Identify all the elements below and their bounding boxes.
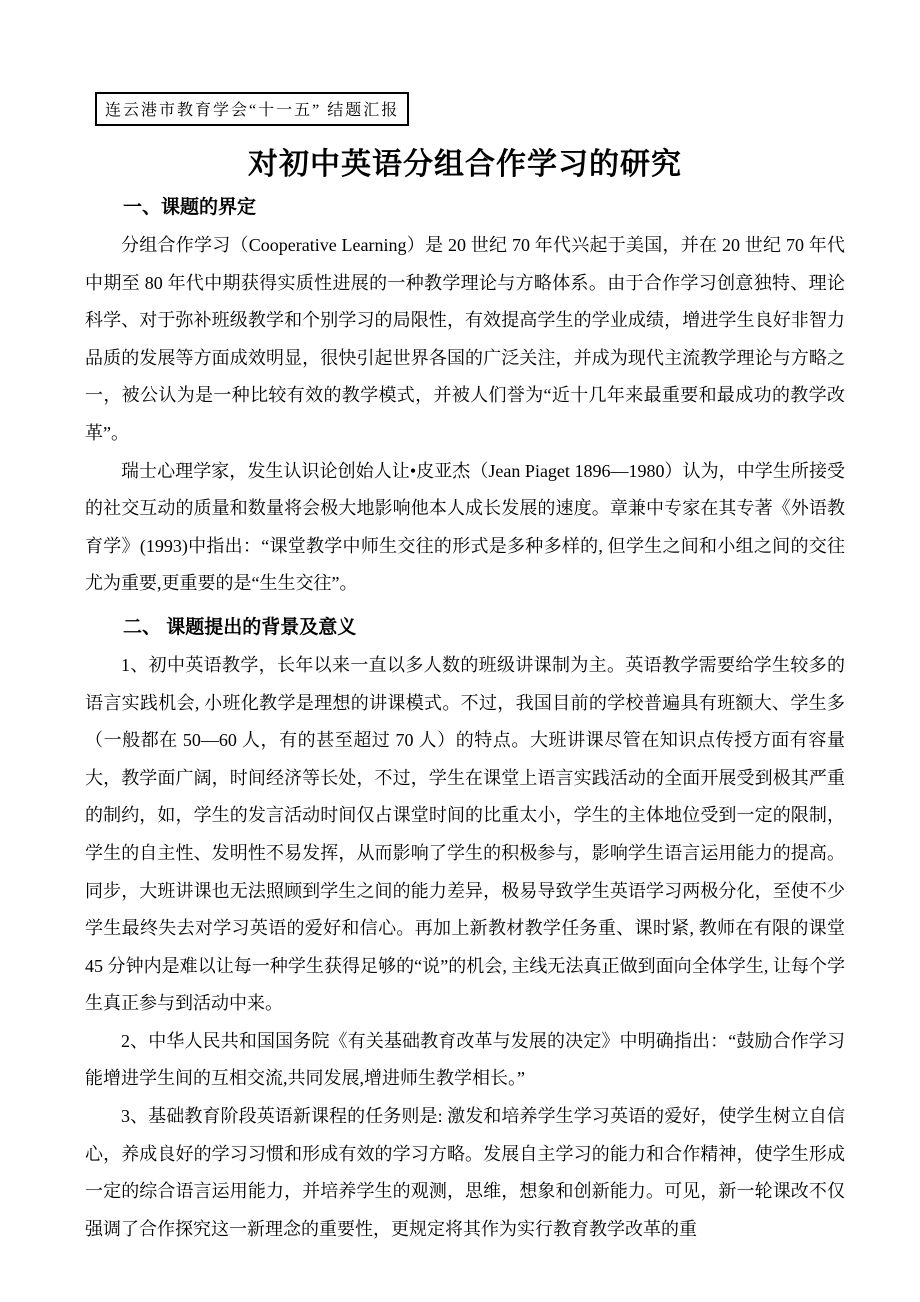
document-title: 对初中英语分组合作学习的研究: [248, 148, 682, 181]
header-badge-row: [95, 92, 845, 126]
header-badge: 连云港市教育学会“十一五” 结题汇报: [95, 92, 409, 126]
section2-paragraph-2: 2、中华人民共和国国务院《有关基础教育改革与发展的决定》中明确指出：“鼓励合作学习能增进学生间的互相交流,共同发展,增进师生教学相长。”: [85, 1030, 845, 1089]
section1-paragraph-2: 瑞士心理学家，发生认识论创始人让•皮亚杰（Jean Piaget 1896—1980）认为，中学生所接受的社交互动的质量和数量将会极大地影响他本人成长发展的速度。章兼中专家在其专著《外语教育学》(1993)中指出：“课堂教学中师生交往的形式是多种多样的, 但学生之间和小组之间的交往尤为重要,更重要的是“生生交往”。: [85, 460, 845, 594]
section-heading-1: 一、课题的界定: [123, 197, 257, 218]
section2-paragraph-3: 3、基础教育阶段英语新课程的任务则是: 激发和培养学生学习英语的爱好，使学生树立自信心，养成良好的学习习惯和形成有效的学习方略。发展自主学习的能力和合作精神，使学生形成一定的综合语言运用能力，并培养学生的观测，思维，想象和创新能力。可见，新一轮课改不仅强调了合作探究这一新理念的重要性，更规定将其作为实行教育教学改革的重: [85, 1106, 845, 1239]
section-heading-2: 二、 课题提出的背景及意义: [123, 616, 357, 638]
section2-paragraph-1: 1、初中英语教学，长年以来一直以多人数的班级讲课制为主。英语教学需要给学生较多的语言实践机会, 小班化教学是理想的讲课模式。不过，我国目前的学校普遍具有班额大、学生多（一般都在 50—60 人，有的甚至超过 70 人）的特点。大班讲课尽管在知识点传授方面有容量大，教学面广阔，时间经济等长处，不过，学生在课堂上语言实践活动的全面开展受到极其严重的制约，如，学生的发言活动时间仅占课堂时间的比重太小，学生的主体地位受到一定的限制，学生的自主性、发明性不易发挥，从而影响了学生的积极参与，影响学生语言运用能力的提高。同步，大班讲课也无法照顾到学生之间的能力差异，极易导致学生英语学习两极分化，至使不少学生最终失去对学习英语的爱好和信心。再加上新教材教学任务重、课时紧, 教师在有限的课堂 45 分钟内是难以让每一种学生获得足够的“说”的机会, 主线无法真正做到面向全体学生, 让每个学生真正参与到活动中来。: [85, 654, 845, 1014]
section1-paragraph-1: 分组合作学习（Cooperative Learning）是 20 世纪 70 年代兴起于美国，并在 20 世纪 70 年代中期至 80 年代中期获得实质性进展的一种教学理论与方略体系。由于合作学习创意独特、理论科学、对于弥补班级教学和个别学习的局限性，有效提高学生的学业成绩，增进学生良好非智力品质的发展等方面成效明显，很快引起世界各国的广泛关注，并成为现代主流教学理论与方略之一，被公认为是一种比较有效的教学模式，并被人们誉为“近十几年来最重要和最成功的教学改革”。: [85, 235, 845, 443]
